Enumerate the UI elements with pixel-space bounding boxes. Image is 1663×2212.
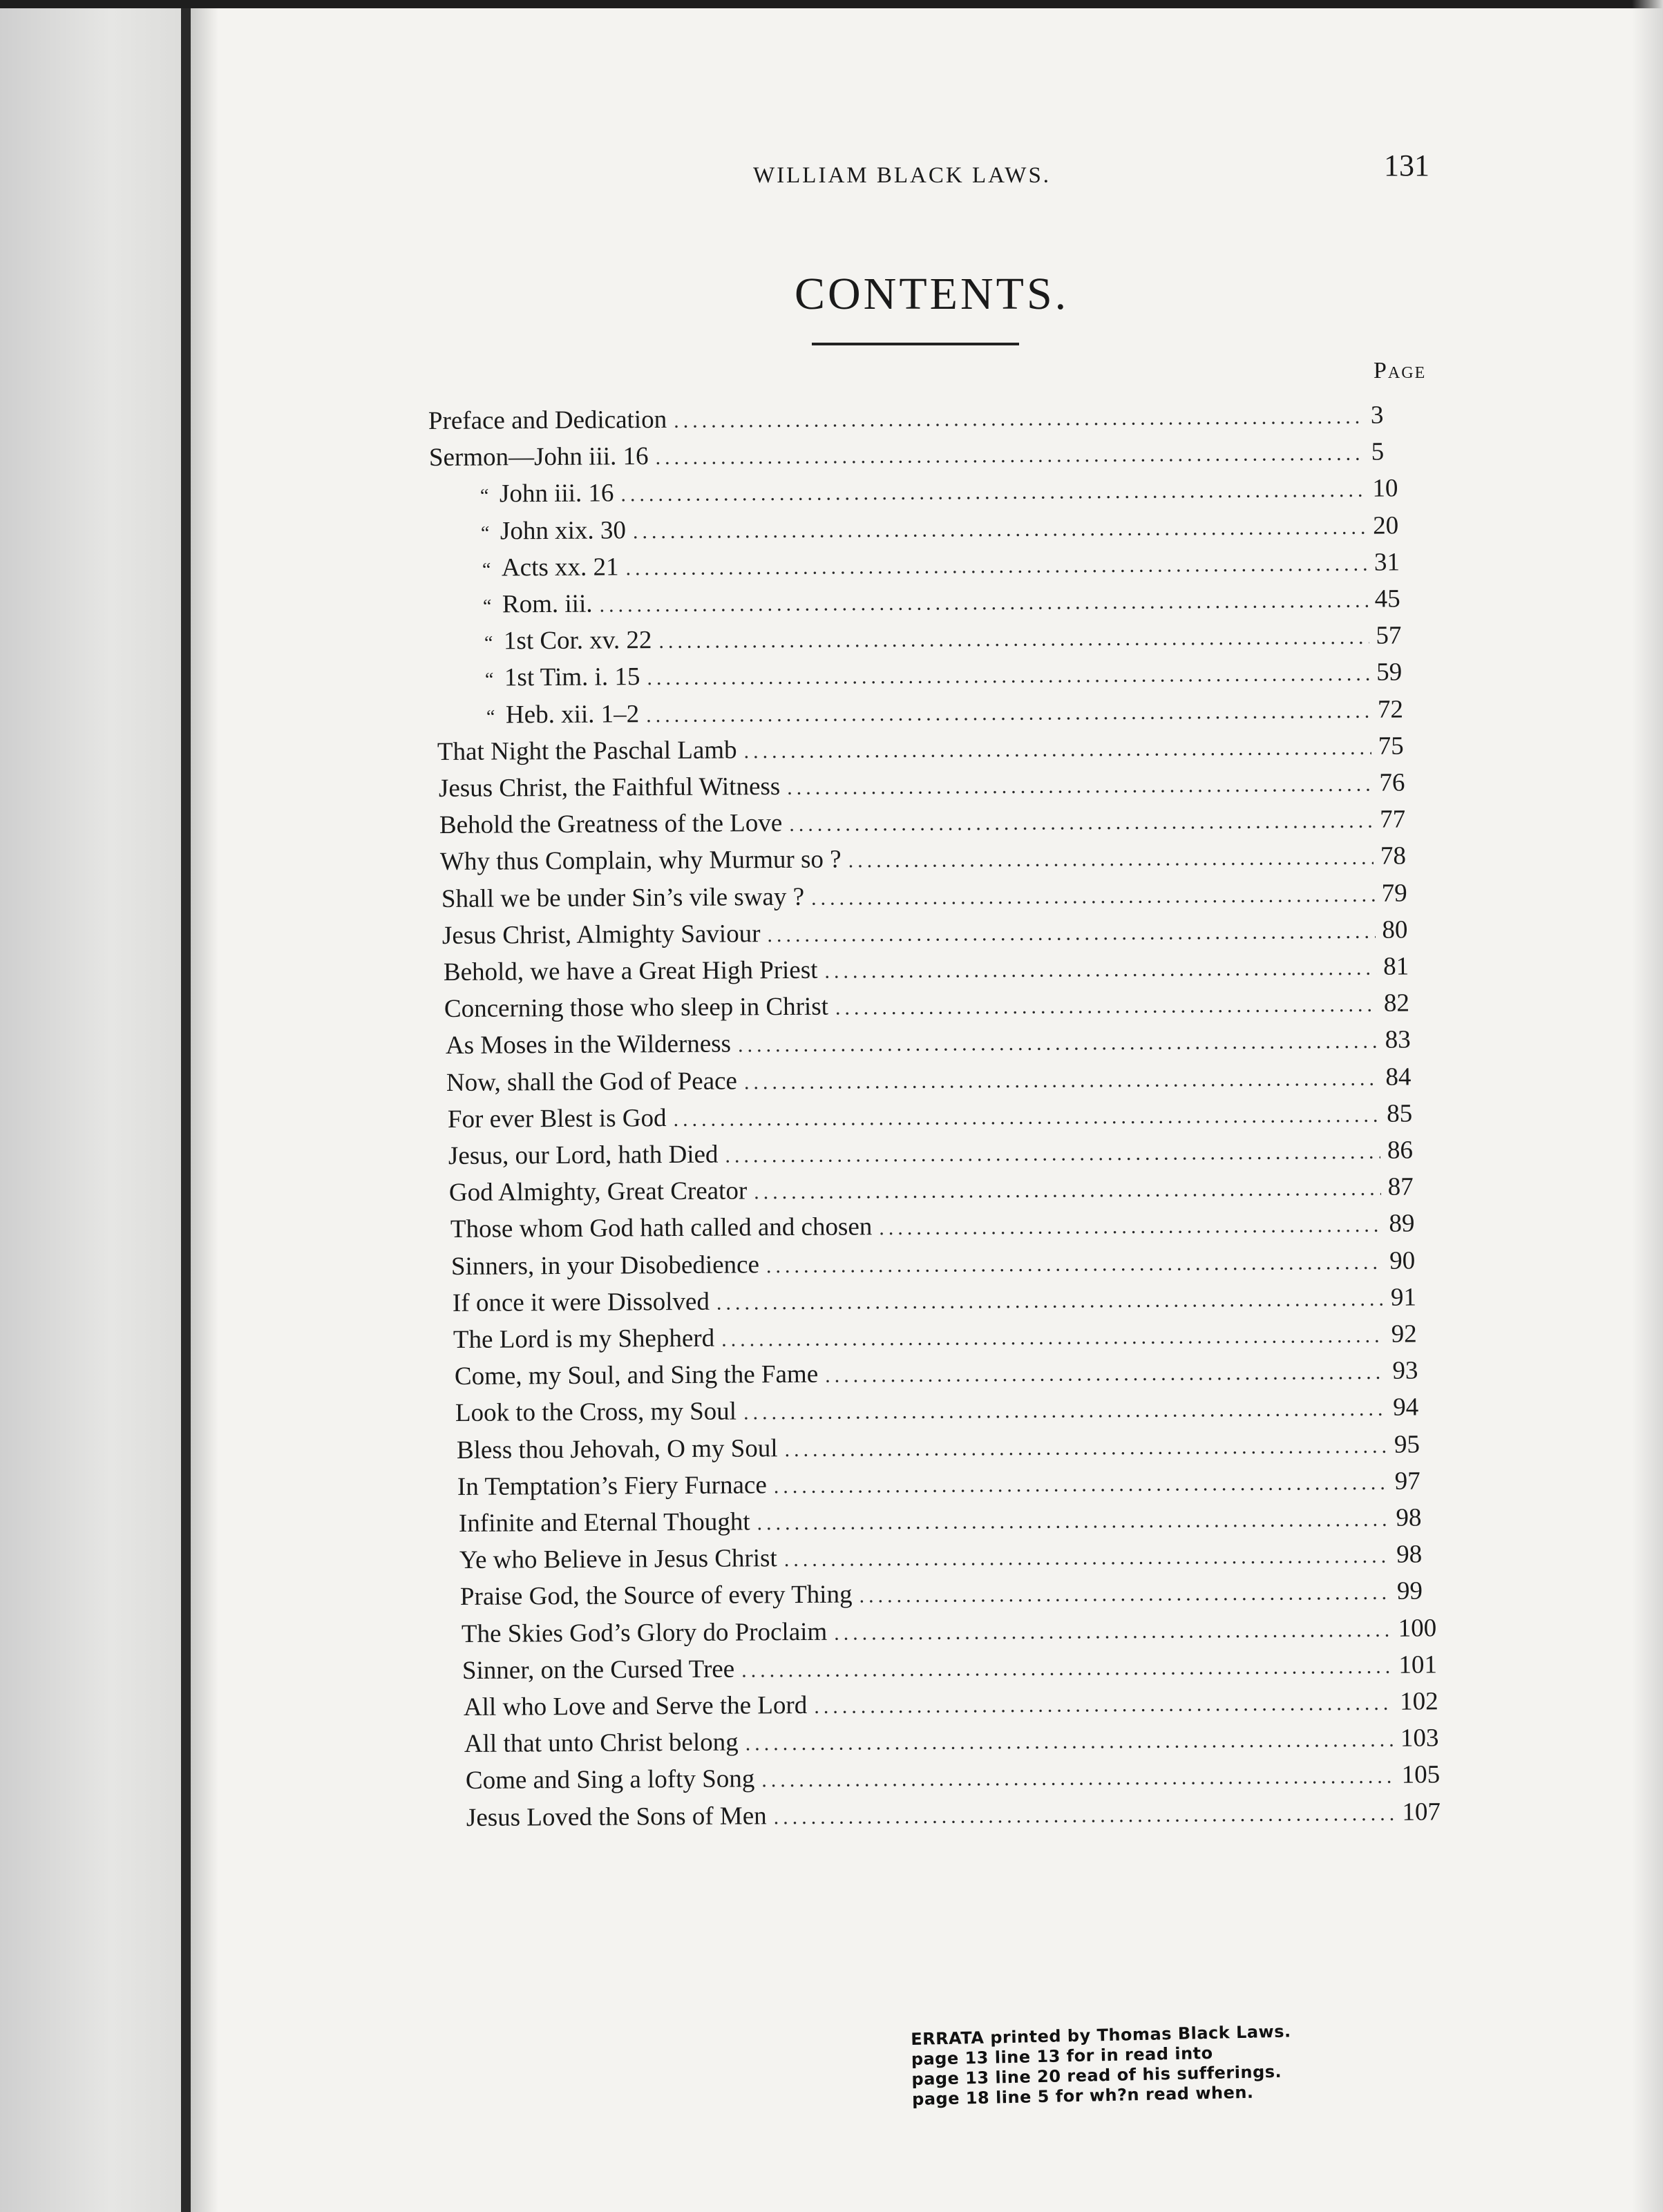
entry-title: The Lord is my Shepherd [453,1324,715,1354]
dot-leader [789,810,1373,837]
entry-title: All who Love and Serve the Lord [463,1690,808,1722]
contents-entry [455,1393,1432,1433]
entry-title: John xix. 30 [500,515,627,545]
contents-entry [448,1135,1426,1176]
entry-page-number: 59 [1376,658,1403,687]
contents-entry [433,584,1414,624]
dot-leader [656,442,1365,470]
dot-leader [757,1508,1389,1536]
contents-entry [429,437,1410,478]
dot-leader [784,1545,1390,1572]
entry-title: As Moses in the Wilderness [445,1029,731,1060]
dot-leader [741,1655,1391,1683]
dot-leader [743,1398,1386,1425]
dot-leader [774,1802,1396,1829]
entry-title: Now, shall the God of Peace [446,1067,738,1097]
page-number: 131 [1384,149,1429,182]
entry-page-number: 57 [1376,621,1402,650]
entry-page-number: 10 [1372,474,1398,504]
entry-page-number: 94 [1393,1393,1419,1422]
entry-page-number: 84 [1385,1062,1412,1091]
dot-leader [625,553,1367,581]
entry-page-number: 81 [1382,952,1409,981]
running-head: WILLIAM BLACK LAWS. [753,163,1052,188]
dot-leader [787,773,1372,800]
entry-title: All that unto Christ belong [464,1728,739,1759]
entry-title: The Skies God’s Glory do Proclaim [461,1617,828,1648]
dot-leader [774,1471,1388,1498]
contents-entry [445,1025,1423,1066]
entry-title: Sermon—John iii. 16 [429,442,649,473]
entry-title: Come, my Soul, and Sing the Fame [454,1360,818,1391]
entry-title: Jesus Christ, the Faithful Witness [438,772,780,803]
dot-leader [766,1250,1382,1277]
contents-entry [435,658,1416,698]
contents-entry [455,1356,1432,1397]
contents-entry [441,878,1420,919]
entry-title: In Temptation’s Fiery Furnace [457,1471,767,1501]
dot-leader [600,589,1368,618]
entry-page-number: 93 [1392,1356,1418,1385]
contents-entry [466,1797,1441,1838]
contents-entry [440,841,1419,882]
errata-line: ERRATA printed by Thomas Black Laws. [911,2021,1291,2049]
errata-line: page 13 line 20 read of his sufferings. [911,2061,1282,2089]
entry-title: Jesus, our Lord, hath Died [448,1140,719,1170]
entry-page-number: 95 [1394,1430,1420,1459]
entry-page-number: 92 [1391,1319,1418,1348]
dot-leader [721,1324,1385,1352]
dot-leader [848,846,1374,873]
entry-title: Come and Sing a lofty Song [465,1764,755,1795]
dot-leader [834,1618,1391,1645]
entry-title: Shall we be under Sin’s vile sway ? [441,882,805,913]
contents-entry [451,1246,1429,1286]
entry-title: Jesus Christ, Almighty Saviour [442,919,761,950]
entry-title: Sinners, in your Disobedience [451,1250,760,1281]
entry-title: Infinite and Eternal Thought [458,1507,750,1538]
entry-title: Bless thou Jehovah, O my Soul [456,1433,778,1465]
ditto-mark: “ [483,595,492,618]
contents-entry [462,1650,1438,1690]
contents-entry [437,731,1417,772]
contents-entry [430,474,1412,515]
entry-title: Behold, we have a Great High Priest [443,955,818,986]
entry-page-number: 102 [1399,1687,1438,1716]
ditto-mark: “ [482,559,491,581]
entry-title: Behold the Greatness of the Love [439,809,783,840]
entry-page-number: 100 [1398,1613,1437,1643]
contents-entry [439,805,1419,846]
contents-entry [428,400,1409,441]
page-title: CONTENTS. [795,269,1070,319]
entry-page-number: 90 [1389,1246,1416,1275]
dot-leader [716,1288,1384,1315]
contents-entry [453,1319,1430,1360]
contents-entry [464,1724,1439,1764]
entry-title: Jesus Loved the Sons of Men [466,1801,767,1832]
entry-title: Those whom God hath called and chosen [450,1212,873,1244]
contents-entry [435,621,1415,662]
entry-title: For ever Blest is God [447,1103,667,1134]
dot-leader [859,1581,1391,1608]
dot-leader [768,920,1376,947]
entry-page-number: 86 [1387,1136,1414,1165]
entry-page-number: 20 [1373,511,1399,540]
errata-line: page 13 line 13 for in read into [911,2043,1213,2069]
entry-page-number: 87 [1388,1172,1414,1201]
entry-page-number: 97 [1394,1467,1420,1496]
entry-title: Preface and Dedication [428,405,667,435]
contents-entry [433,547,1413,588]
contents-entry [457,1466,1434,1507]
entry-title: 1st Cor. xv. 22 [503,626,652,656]
contents-entry [464,1686,1439,1727]
contents-entry [449,1172,1427,1213]
dot-leader [674,406,1364,433]
errata-line: page 18 line 5 for wh?n read when. [911,2082,1254,2109]
ditto-mark: “ [486,706,495,728]
contents-entry [446,1062,1425,1103]
dot-leader [761,1765,1395,1793]
dot-leader [811,883,1375,910]
entry-page-number: 45 [1374,584,1401,613]
contents-entry [444,989,1423,1029]
entry-page-number: 31 [1374,548,1400,577]
entry-page-number: 103 [1400,1724,1439,1753]
entry-page-number: 79 [1381,879,1407,908]
contents-entry [453,1282,1429,1323]
entry-page-number: 5 [1371,437,1385,466]
entry-page-number: 85 [1386,1099,1412,1128]
entry-page-number: 72 [1377,695,1403,724]
entry-title: Ye who Believe in Jesus Christ [459,1544,777,1575]
dot-leader [738,1030,1378,1058]
ditto-mark: “ [484,632,493,654]
entry-title: God Almighty, Great Creator [449,1176,748,1208]
entry-page-number: 89 [1389,1209,1415,1239]
entry-page-number: 83 [1385,1025,1411,1055]
dot-leader [646,699,1371,727]
contents-entry [444,951,1423,992]
dot-leader [647,662,1369,690]
dot-leader [620,479,1365,507]
entry-page-number: 99 [1397,1576,1423,1606]
entry-page-number: 82 [1384,989,1410,1018]
entry-page-number: 75 [1378,732,1404,761]
ditto-mark: “ [481,522,490,544]
contents-entry [431,511,1412,551]
entry-title: John iii. 16 [499,479,614,508]
dot-leader [835,993,1377,1020]
dot-leader [633,515,1367,543]
entry-page-number: 80 [1382,915,1408,944]
contents-entry [442,915,1421,955]
entry-page-number: 91 [1390,1283,1416,1312]
contents-entry [458,1503,1434,1543]
entry-page-number: 77 [1380,805,1406,834]
dot-leader [744,736,1371,764]
dot-leader [725,1141,1380,1168]
entry-page-number: 98 [1395,1503,1422,1532]
entry-title: Heb. xii. 1–2 [505,699,639,729]
contents-entry [450,1209,1428,1250]
entry-title: Praise God, the Source of every Thing [460,1580,853,1612]
dot-leader [745,1728,1394,1756]
dot-leader [784,1434,1387,1461]
contents-entry [436,694,1416,735]
dot-leader [754,1177,1382,1205]
dot-leader [673,1104,1380,1132]
dot-leader [825,1361,1385,1388]
dot-leader [824,957,1376,984]
dot-leader [814,1692,1393,1719]
entry-page-number: 98 [1396,1540,1423,1569]
contents-entry [447,1098,1425,1139]
dot-leader [879,1214,1382,1240]
entry-title: Concerning those who sleep in Christ [444,992,829,1024]
entry-title: Look to the Cross, my Soul [455,1397,737,1428]
entry-title: That Night the Paschal Lamb [437,736,737,766]
entry-page-number: 107 [1402,1797,1441,1827]
contents-entry [462,1613,1437,1654]
contents-entry [438,767,1418,808]
entry-page-number: 3 [1370,401,1384,430]
ditto-mark: “ [479,485,489,507]
entry-title: Why thus Complain, why Murmur so ? [440,845,842,877]
dot-leader [744,1067,1379,1094]
contents-entry [456,1429,1432,1470]
entry-title: 1st Tim. i. 15 [504,662,640,692]
entry-page-number: 101 [1398,1650,1438,1679]
contents-entry [465,1760,1440,1801]
ditto-mark: “ [485,669,494,691]
contents-entry [460,1576,1436,1617]
entry-page-number: 76 [1378,768,1405,797]
entry-page-number: 105 [1401,1760,1440,1790]
entry-title: If once it were Dissolved [452,1287,710,1317]
page-column-heading: Page [1374,358,1427,383]
entry-title: Rom. iii. [502,589,593,619]
entry-title: Acts xx. 21 [501,553,619,582]
errata-stamp [911,2019,1437,2110]
dot-leader [658,626,1369,654]
entry-title: Sinner, on the Cursed Tree [462,1655,735,1685]
entry-page-number: 78 [1380,841,1407,871]
contents-entry [459,1540,1436,1581]
